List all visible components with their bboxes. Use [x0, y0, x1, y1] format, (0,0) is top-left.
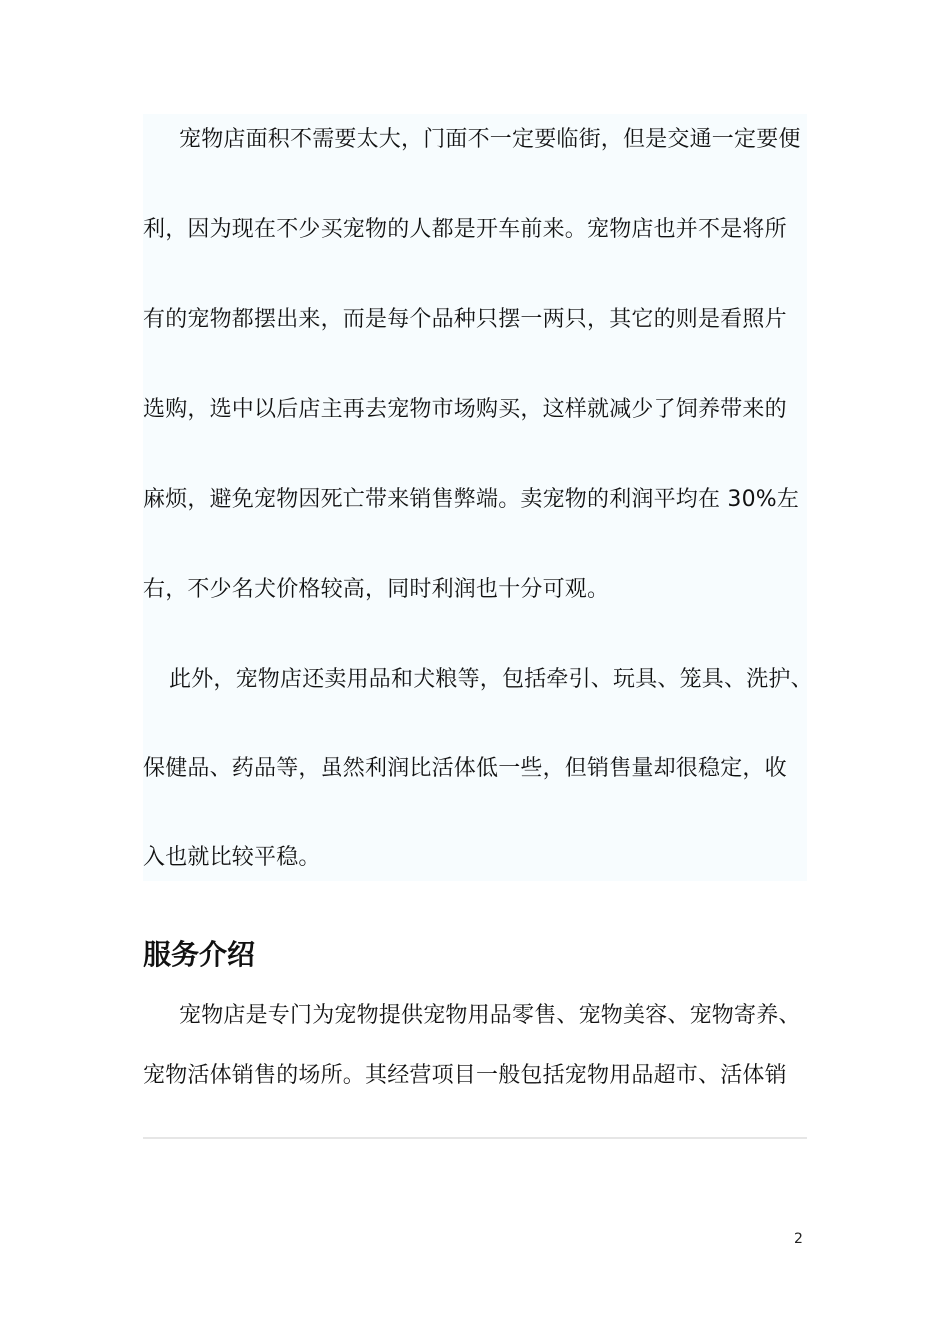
- footer-divider: [143, 1137, 807, 1139]
- text-line: 宠物店是专门为宠物提供宠物用品零售、宠物美容、宠物寄养、: [179, 1003, 801, 1028]
- page-number: 2: [794, 1231, 803, 1247]
- text-line: 保健品、药品等，虽然利润比活体低一些，但销售量却很稳定，收: [143, 756, 787, 781]
- text-line: 麻烦，避免宠物因死亡带来销售弊端。卖宠物的利润平均在 30%左: [143, 487, 800, 512]
- text-line: 有的宠物都摆出来，而是每个品种只摆一两只，其它的则是看照片: [143, 307, 787, 332]
- text-line: 宠物店面积不需要太大，门面不一定要临街，但是交通一定要便: [179, 127, 801, 152]
- text-line: 宠物活体销售的场所。其经营项目一般包括宠物用品超市、活体销: [143, 1063, 787, 1088]
- section-heading: 服务介绍: [143, 938, 256, 971]
- text-line: 右，不少名犬价格较高，同时利润也十分可观。: [143, 577, 610, 602]
- text-line: 此外，宠物店还卖用品和犬粮等，包括牵引、玩具、笼具、洗护、: [169, 667, 813, 692]
- text-line: 利，因为现在不少买宠物的人都是开车前来。宠物店也并不是将所: [143, 217, 787, 242]
- text-line: 入也就比较平稳。: [143, 845, 321, 870]
- text-line: 选购，选中以后店主再去宠物市场购买，这样就减少了饲养带来的: [143, 397, 787, 422]
